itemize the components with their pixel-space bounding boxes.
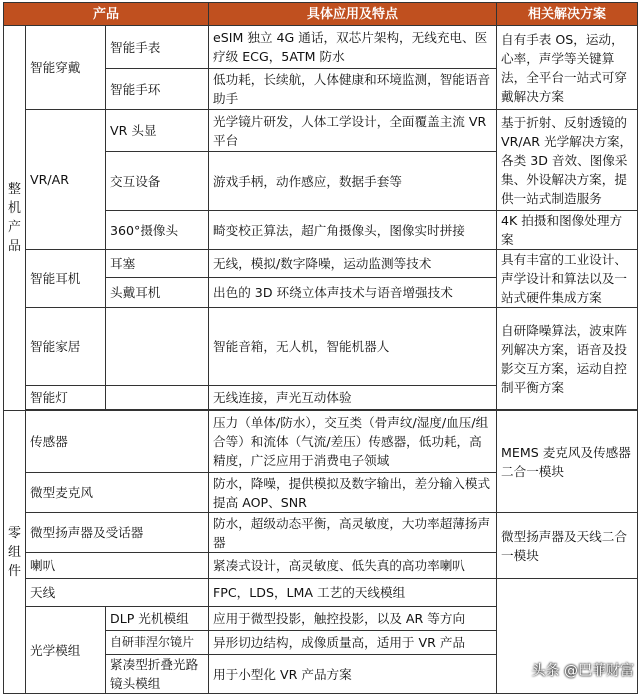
category-antenna: 天线 bbox=[26, 579, 209, 607]
detail-vr-headset: 光学镜片研发，人体工学设计，全面覆盖主流 VR 平台 bbox=[209, 110, 497, 152]
header-product: 产品 bbox=[4, 3, 209, 26]
sub-lamp-empty bbox=[106, 386, 209, 410]
solution-wearable: 自有手表 OS，运动，心率，声学等关键算法，全平台一站式可穿戴解决方案 bbox=[497, 26, 638, 110]
table-row bbox=[4, 250, 638, 278]
sub-interaction: 交互设备 bbox=[106, 152, 209, 211]
header-solution: 相关解决方案 bbox=[497, 3, 638, 26]
category-lamp: 智能灯 bbox=[26, 386, 106, 410]
solution-mems: MEMS 麦克风及传感器二合一模块 bbox=[497, 411, 638, 513]
category-mic: 微型麦克风 bbox=[26, 473, 209, 513]
detail-mic: 防水，降噪，提供模拟及数字输出，差分输入模式提高 AOP、SNR bbox=[209, 473, 497, 513]
solution-vrar: 基于折射、反射透镜的 VR/AR 光学解决方案，各类 3D 音效、图像采集、外设解决方案，提供一站式制造服务 bbox=[497, 110, 638, 211]
sub-folded: 紧凑型折叠光路镜头模组 bbox=[106, 655, 209, 694]
detail-antenna: FPC，LDS，LMA 工艺的天线模组 bbox=[209, 579, 497, 607]
detail-smartband: 低功耗，长续航，人体健康和环境监测，智能语音助手 bbox=[209, 69, 497, 110]
detail-home: 智能音箱，无人机，智能机器人 bbox=[209, 308, 497, 386]
sub-vr-headset: VR 头显 bbox=[106, 110, 209, 152]
detail-sensor: 压力（单体/防水），交互类（骨声纹/湿度/血压/组合等）和流体（气流/差压）传感器，低功耗，高精度，广泛应用于消费电子领域 bbox=[209, 411, 497, 473]
solution-360-camera: 4K 拍摄和图像处理方案 bbox=[497, 211, 638, 250]
category-home: 智能家居 bbox=[26, 308, 106, 386]
detail-interaction: 游戏手柄，动作感应，数据手套等 bbox=[209, 152, 497, 211]
table-row bbox=[4, 110, 638, 152]
detail-lamp: 无线连接，声光互动体验 bbox=[209, 386, 497, 410]
detail-horn: 紧凑式设计，高灵敏度、低失真的高功率喇叭 bbox=[209, 553, 497, 579]
detail-speaker: 防水，超级动态平衡，高灵敏度，大功率超薄扬声器 bbox=[209, 513, 497, 553]
category-wearable: 智能穿戴 bbox=[26, 26, 106, 110]
source-watermark: 头条 @巴菲财富 bbox=[531, 663, 634, 679]
sub-fresnel: 自研菲涅尔镜片 bbox=[106, 631, 209, 655]
sub-home-empty bbox=[106, 308, 209, 386]
header-detail: 具体应用及特点 bbox=[209, 3, 497, 26]
table-header-row bbox=[4, 3, 638, 26]
sub-headphone: 头戴耳机 bbox=[106, 277, 209, 307]
table-row bbox=[4, 579, 638, 607]
solution-home: 自研降噪算法，波束阵列解决方案，语音及投影交互方案，运动自控制平衡方案 bbox=[497, 308, 638, 410]
sub-smartwatch: 智能手表 bbox=[106, 26, 209, 69]
detail-dlp: 应用于微型投影，触控投影，以及 AR 等方向 bbox=[209, 607, 497, 631]
category-horn: 喇叭 bbox=[26, 553, 209, 579]
sub-dlp: DLP 光机模组 bbox=[106, 607, 209, 631]
category-optics: 光学模组 bbox=[26, 607, 106, 694]
detail-fresnel: 异形切边结构，成像质量高，适用于 VR 产品 bbox=[209, 631, 497, 655]
sub-smartband: 智能手环 bbox=[106, 69, 209, 110]
category-speaker: 微型扬声器及受话器 bbox=[26, 513, 209, 553]
table-row bbox=[4, 411, 638, 473]
category-vrar: VR/AR bbox=[26, 110, 106, 250]
group-components: 零组件 bbox=[4, 411, 26, 694]
category-sensor: 传感器 bbox=[26, 411, 209, 473]
detail-earbud: 无线，模拟/数字降噪，运动监测等技术 bbox=[209, 250, 497, 278]
detail-headphone: 出色的 3D 环绕立体声技术与语音增强技术 bbox=[209, 277, 497, 307]
table-row bbox=[4, 513, 638, 553]
sub-360-camera: 360°摄像头 bbox=[106, 211, 209, 250]
detail-360-camera: 畸变校正算法，超广角摄像头，图像实时拼接 bbox=[209, 211, 497, 250]
product-table bbox=[3, 2, 638, 694]
solution-earphone: 具有丰富的工业设计、声学设计和算法以及一站式硬件集成方案 bbox=[497, 250, 638, 308]
detail-folded: 用于小型化 VR 产品方案 bbox=[209, 655, 497, 694]
table-row bbox=[4, 26, 638, 69]
category-earphone: 智能耳机 bbox=[26, 250, 106, 308]
solution-speaker: 微型扬声器及天线二合一模块 bbox=[497, 513, 638, 579]
sub-earbud: 耳塞 bbox=[106, 250, 209, 278]
detail-smartwatch: eSIM 独立 4G 通话，双芯片架构，无线充电、医疗级 ECG，5ATM 防水 bbox=[209, 26, 497, 69]
table-row bbox=[4, 308, 638, 386]
group-whole-machine: 整机产品 bbox=[4, 26, 26, 411]
